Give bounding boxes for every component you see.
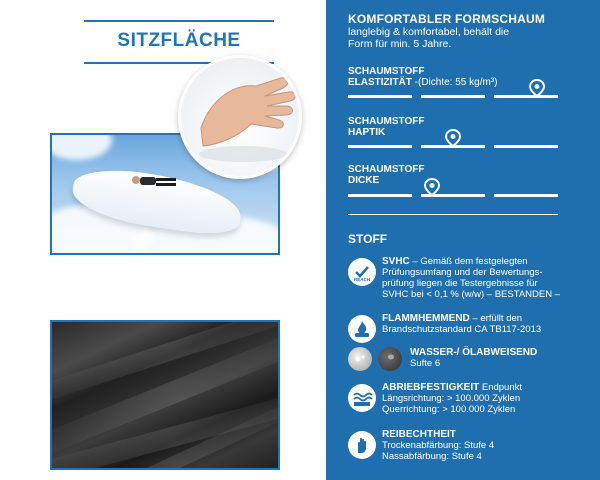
- feature-flammhemmend: [348, 313, 580, 345]
- feature-svhc: [348, 256, 580, 306]
- heading-line-1: langlebig & komfortabel, behält die: [348, 26, 510, 38]
- feature-line: Trockenabfärbung: Stufe 4: [382, 440, 495, 451]
- feature-title: ABRIEBFESTIGKEIT: [382, 382, 480, 393]
- feature-line: SVHC bei < 0,1 % (w/w) – BESTANDEN –: [382, 289, 561, 300]
- hand-illustration: [181, 58, 302, 179]
- reach-check-icon: [348, 258, 376, 286]
- feature-line: Prüfungsumfang und der Bewertungs-: [382, 267, 543, 278]
- property-elastizitaet: [348, 66, 497, 88]
- feature-title: FLAMMHEMMEND: [382, 313, 470, 324]
- hand-press-photo: [178, 55, 302, 179]
- feature-title: REIBECHTHEIT: [382, 429, 456, 440]
- section-title: SITZFLÄCHE: [117, 30, 241, 51]
- feature-line: prüfung liegen die Testergebnisse für: [382, 278, 538, 289]
- heading-title: KOMFORTABLER FORMSCHAUM: [348, 12, 546, 26]
- feature-title: SVHC: [382, 256, 410, 267]
- level-pin-icon: [424, 178, 440, 196]
- feature-wasser-text: [410, 347, 580, 369]
- property-label-1: SCHAUMSTOFF: [348, 116, 425, 127]
- feature-abrieb: [348, 382, 580, 422]
- info-panel: [326, 0, 600, 480]
- fabric-abrasion-icon: [348, 384, 376, 412]
- feature-line: – Gemäß dem festgelegten: [409, 256, 528, 267]
- property-label-2: ELASTIZITÄT: [348, 77, 412, 88]
- oil-drop-icon: [378, 347, 402, 371]
- stoff-title: STOFF: [348, 232, 388, 246]
- section-divider: [348, 214, 558, 215]
- level-bar-dicke: [348, 194, 558, 200]
- feature-title: WASSER-/ ÖLABWEISEND: [410, 347, 538, 358]
- property-label-1: SCHAUMSTOFF: [348, 164, 425, 175]
- feature-line: Nassabfärbung: Stufe 4: [382, 451, 482, 462]
- feature-line: Längsrichtung: > 100.000 Zyklen: [382, 393, 521, 404]
- feature-line: – erfüllt den: [469, 313, 523, 324]
- property-label-2: DICKE: [348, 175, 380, 186]
- feature-abrieb-text: [382, 382, 582, 415]
- fabric-photo: [50, 320, 280, 470]
- property-label-2: HAPTIK: [348, 127, 386, 138]
- property-label-2-wrap: [348, 77, 497, 88]
- hand-rub-icon: [348, 431, 376, 459]
- flame-hand-icon: [348, 315, 376, 343]
- level-bar-haptik: [348, 145, 558, 151]
- feature-reibechtheit-text: [382, 429, 582, 462]
- person-figure: [130, 173, 178, 191]
- feature-flammhemmend-text: [382, 313, 582, 335]
- property-haptik: [348, 116, 424, 138]
- feature-wasser: [348, 347, 580, 375]
- feature-title-suffix: Endpunkt: [479, 382, 523, 393]
- level-bar-elastizitaet: [348, 95, 558, 101]
- feature-line: Querrichtung: > 100.000 Zyklen: [382, 404, 516, 415]
- feature-line: Sufte 6: [410, 358, 441, 369]
- foam-heading: [348, 12, 545, 50]
- feature-svhc-text: [382, 256, 582, 300]
- level-pin-icon: [529, 79, 545, 97]
- feature-line: Brandschutzstandard CA TB117-2013: [382, 324, 542, 335]
- water-drop-icon: [348, 347, 372, 371]
- property-note: -(Dichte: 55 kg/m³): [411, 77, 498, 88]
- water-drop-icon: [348, 347, 404, 371]
- property-label-1: SCHAUMSTOFF: [348, 66, 425, 77]
- level-pin-icon: [445, 129, 461, 147]
- heading-line-2: Form für min. 5 Jahre.: [348, 38, 452, 50]
- feature-reibechtheit: [348, 429, 580, 469]
- property-dicke: [348, 164, 424, 186]
- reach-icon-text: REACH: [353, 277, 371, 282]
